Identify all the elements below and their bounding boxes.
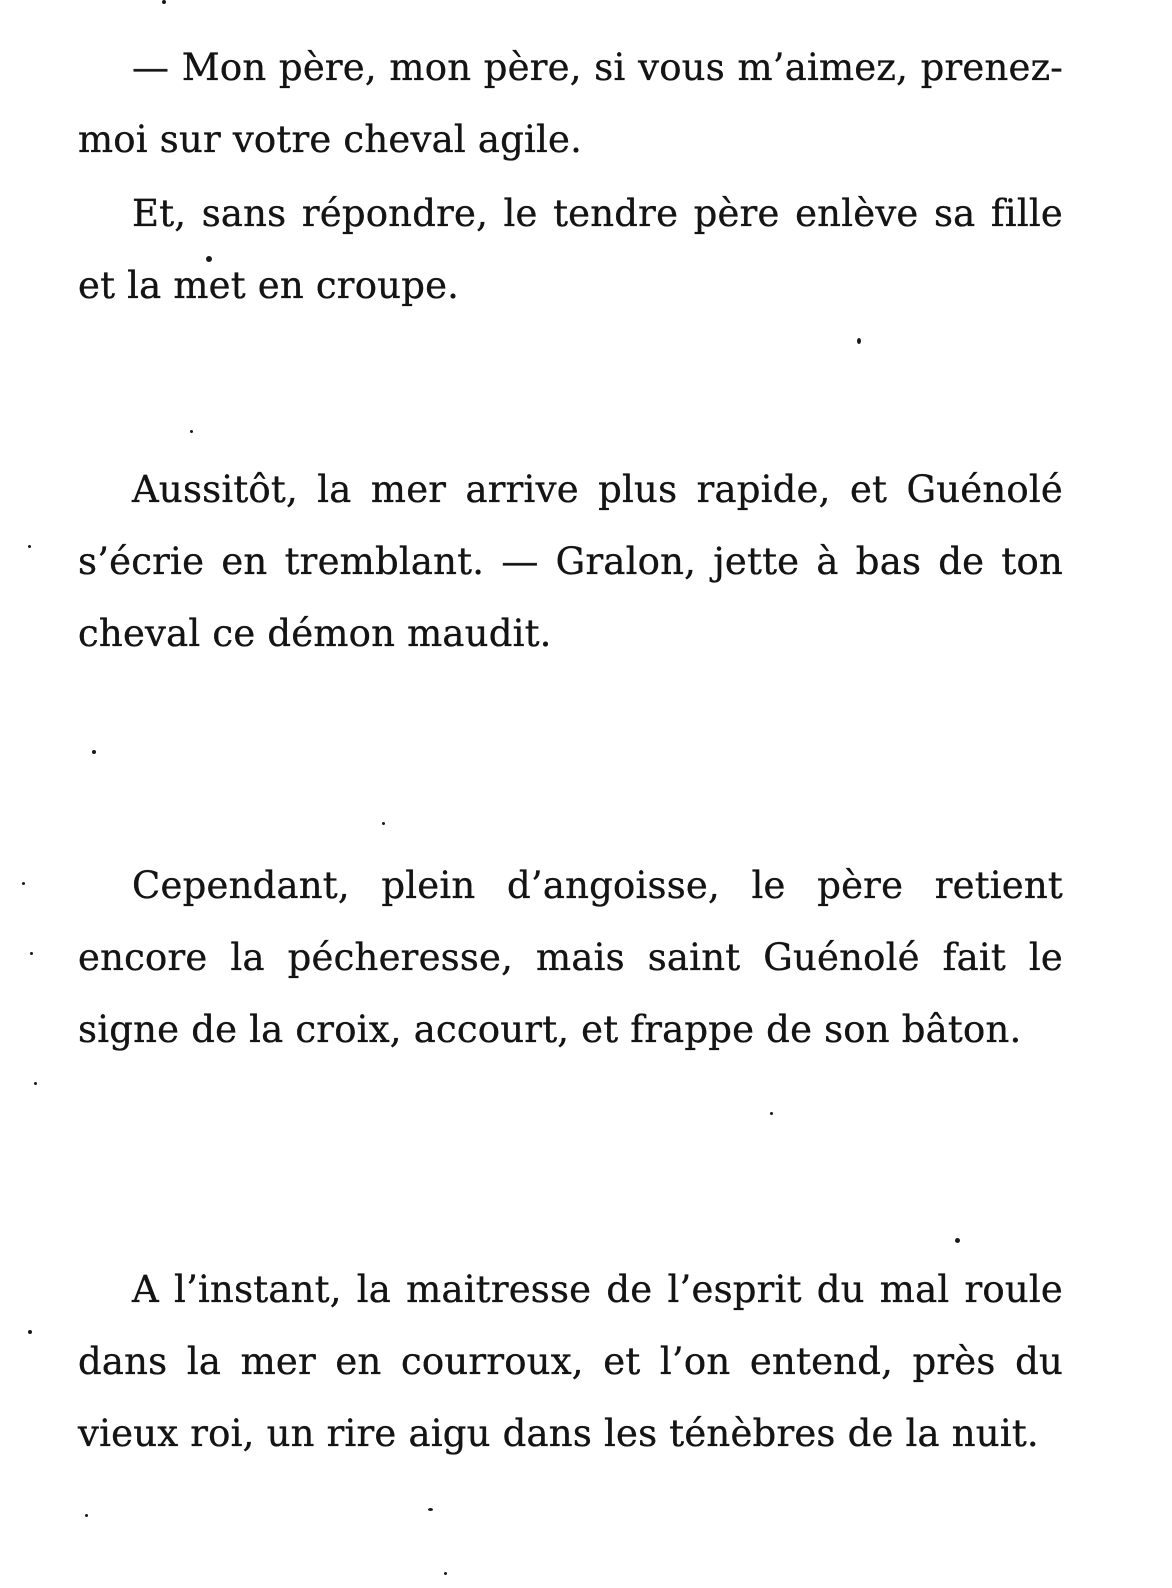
scan-speck <box>857 338 861 344</box>
scan-speck <box>206 256 212 262</box>
scan-speck <box>30 952 33 955</box>
scan-speck <box>955 1238 960 1243</box>
paragraph-3: Aussitôt, la mer arrive plus rapide, et Guénolé s’écrie en tremblant. — Gralon, jette à bas de ton cheval ce démon maudit. <box>78 468 1063 655</box>
scan-speck <box>190 430 193 433</box>
scan-speck <box>34 1082 37 1085</box>
scan-speck <box>770 1112 773 1115</box>
paragraph-4: Cependant, plein d’angoisse, le père retient encore la pécheresse, mais saint Guénolé fait le signe de la croix, accourt, et frappe de son bâton. <box>78 864 1063 1051</box>
scan-speck <box>162 0 166 4</box>
scan-speck <box>382 822 385 825</box>
paragraph-5: A l’instant, la maitresse de l’esprit du mal roule dans la mer en courroux, et l’on entend, près du vieux roi, un rire aigu dans les ténèbres de la nuit. <box>78 1268 1063 1455</box>
paragraph-1: — Mon père, mon père, si vous m’aimez, prenez-moi sur votre cheval agile. <box>78 46 1063 161</box>
scan-speck <box>28 545 31 548</box>
scan-speck <box>28 1330 32 1334</box>
scan-speck <box>85 1514 88 1517</box>
scan-speck <box>444 1572 447 1575</box>
scan-speck <box>428 1508 433 1511</box>
paragraph-2: Et, sans répondre, le tendre père enlève sa fille et la met en croupe. <box>78 192 1063 307</box>
scan-speck <box>92 750 96 754</box>
scan-speck <box>22 882 25 885</box>
